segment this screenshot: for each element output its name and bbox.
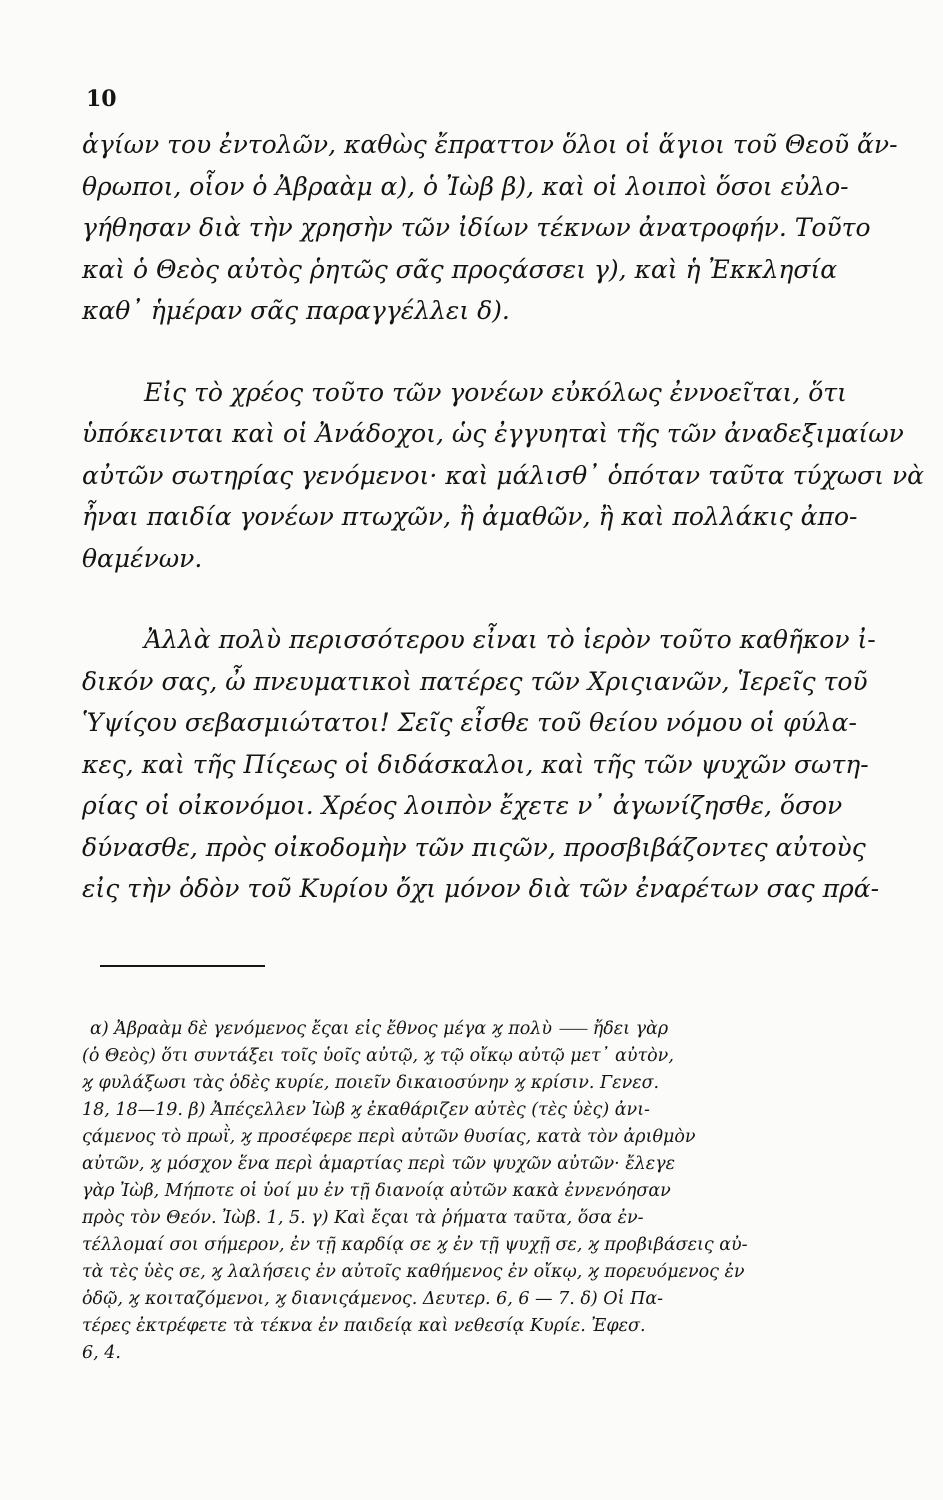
text-line: θαμένων.	[82, 543, 203, 573]
text-line: δικόν σας, ὦ πνευματικοὶ πατέρες τῶν Χριςιανῶν, Ἱερεῖς τοῦ	[82, 666, 868, 696]
text-line: Ὑψίςου σεβασμιώτατοι! Σεῖς εἶσθε τοῦ θείου νόμου οἱ φύλα-	[82, 708, 857, 737]
footnotes	[82, 1016, 882, 1367]
text-line: Ἀλλὰ πολὺ περισσότερου εἶναι τὸ ἱερὸν τοῦτο καθῆκον ἰ-	[144, 625, 876, 654]
text-line: καὶ ὁ Θεὸς αὐτὸς ῥητῶς σᾶς προςάσσει γ), καὶ ἡ Ἐκκλησία	[82, 254, 838, 284]
text-line: καθ᾽ ἡμέραν σᾶς παραγγέλλει δ).	[82, 296, 510, 325]
text-line: θρωποι, οἷον ὁ Ἀβραὰμ α), ὁ Ἰὼβ β), καὶ οἱ λοιποὶ ὅσοι εὐλο-	[82, 171, 849, 201]
text-line: ὑπόκεινται καὶ οἱ Ἀνάδοχοι, ὡς ἐγγυηταὶ τῆς τῶν ἀναδεξιμαίων	[82, 419, 904, 448]
footnote-line: α) Ἀβραὰμ δὲ γενόμενος ἔςαι εἰς ἔθνος μέγα ϗ πολὺ ⸺ ἤδει γὰρ	[90, 1019, 669, 1039]
text-line: Εἰς τὸ χρέος τοῦτο τῶν γονέων εὐκόλως ἐννοεῖται, ὅτι	[144, 377, 847, 407]
text-line: γήθησαν διὰ τὴν χρησὴν τῶν ἰδίων τέκνων ἀνατροφήν. Τοῦτο	[82, 213, 871, 242]
text-line: δύνασθε, πρὸς οἰκοδομὴν τῶν πιςῶν, προσβιβάζοντες αὐτοὺς	[82, 832, 866, 862]
footnote-line: τὰ τὲς ὑὲς σε, ϗ λαλήσεις ἐν αὐτοῖς καθήμενος ἐν οἴκῳ, ϗ πορευόμενος ἐν	[82, 1262, 745, 1282]
text-line: αὐτῶν σωτηρίας γενόμενοι· καὶ μάλισθ᾽ ὁπόταν ταῦτα τύχωσι νὰ	[82, 460, 925, 490]
footnote-line: τέλλομαί σοι σήμερον, ἐν τῇ καρδίᾳ σε ϗ ἐν τῇ ψυχῇ σε, ϗ προβιβάσεις αὐ-	[82, 1235, 748, 1255]
footnote-divider	[100, 965, 265, 967]
footnote-line: γὰρ Ἰὼβ, Μήποτε οἱ ὑοί μυ ἐν τῇ διανοίᾳ αὐτῶν κακὰ ἐννενόησαν	[82, 1181, 671, 1201]
footnote-line: (ὁ Θεὸς) ὅτι συντάξει τοῖς ὑοῖς αὐτῷ, ϗ τῷ οἴκῳ αὐτῷ μετ᾽ αὐτὸν,	[82, 1046, 674, 1066]
text-line: εἰς τὴν ὁδὸν τοῦ Κυρίου ὄχι μόνον διὰ τῶν ἐναρέτων σας πρά-	[82, 874, 880, 903]
footnote-line: ςάμενος τὸ πρωῒ, ϗ προσέφερε περὶ αὐτῶν θυσίας, κατὰ τὸν ἀριθμὸν	[82, 1127, 696, 1147]
footnote-line: 18, 18—19. β) Ἀπέςελλεν Ἰὼβ ϗ ἐκαθάριζεν αὐτὲς (τὲς ὑὲς) ἀνι-	[82, 1100, 650, 1120]
footnote-line: τέρες ἐκτρέφετε τὰ τέκνα ἐν παιδείᾳ καὶ νεθεσίᾳ Κυρίε. Ἐφεσ.	[82, 1316, 646, 1336]
footnote-line: ὁδῷ, ϗ κοιταζόμενοι, ϗ διανιςάμενος. Δευτερ. 6, 6 — 7. δ) Οἱ Πα-	[82, 1289, 664, 1309]
footnote-line: ϗ φυλάξωσι τὰς ὁδὲς κυρίε, ποιεῖν δικαιοσύνην ϗ κρίσιν. Γενεσ.	[82, 1073, 660, 1093]
main-text	[82, 124, 925, 910]
paragraph-2	[82, 372, 925, 580]
text-line: ρίας οἱ οἰκονόμοι. Χρέος λοιπὸν ἔχετε ν᾽ ἀγωνίζησθε, ὅσον	[82, 791, 843, 820]
paragraph-3	[82, 619, 882, 910]
text-line: ἁγίων του ἐντολῶν, καθὼς ἔπραττον ὅλοι οἱ ἅγιοι τοῦ Θεοῦ ἄν-	[82, 130, 898, 159]
footnote-line: 6, 4.	[82, 1343, 121, 1363]
text-line: ἦναι παιδία γονέων πτωχῶν, ἢ ἀμαθῶν, ἢ καὶ πολλάκις ἀπο-	[82, 502, 858, 531]
text-line: κες, καὶ τῆς Πίςεως οἱ διδάσκαλοι, καὶ τῆς τῶν ψυχῶν σωτη-	[82, 749, 869, 779]
footnote-line: πρὸς τὸν Θεόν. Ἰὼβ. 1, 5. γ) Καὶ ἔςαι τὰ ῥήματα ταῦτα, ὅσα ἐν-	[82, 1208, 644, 1228]
footnote-line: αὐτῶν, ϗ μόσχον ἕνα περὶ ἁμαρτίας περὶ τῶν ψυχῶν αὐτῶν· ἔλεγε	[82, 1154, 675, 1174]
page-number: 10	[86, 86, 117, 112]
paragraph-1	[82, 124, 898, 332]
